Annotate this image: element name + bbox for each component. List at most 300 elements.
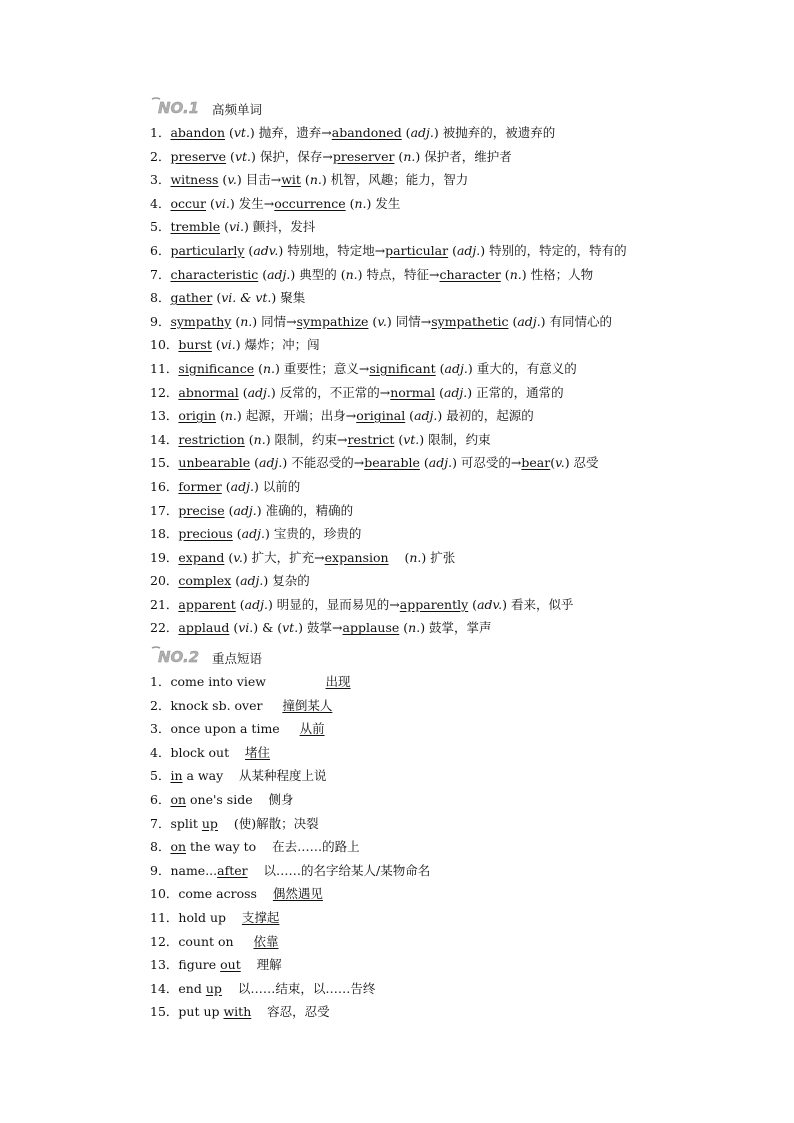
text-fragment: ) [270, 384, 280, 400]
spacer [280, 721, 300, 736]
meaning-text: 被抛弃的，被遗弃的 [442, 125, 556, 140]
text-fragment: ( [340, 266, 346, 282]
meaning-text: 扩张 [430, 549, 456, 565]
meaning-text: 保护者，维护者 [424, 148, 512, 164]
underlined-term: applaud [178, 620, 230, 636]
meaning-text: 鼓掌→ [307, 620, 343, 636]
part-of-speech: adj. [517, 313, 541, 329]
meaning-text: 抛弃，遗弃→ [258, 125, 332, 140]
text-fragment: ) [386, 313, 396, 329]
text-fragment: ) [253, 478, 263, 494]
part-of-speech: adj. [240, 573, 264, 589]
text-fragment: figure [178, 957, 221, 973]
text-fragment: ( [345, 195, 355, 211]
part-of-speech: adv. [477, 596, 503, 612]
text-fragment: the way to [186, 839, 257, 855]
text-fragment: ) [252, 313, 262, 329]
text-fragment: ) [433, 125, 443, 140]
underlined-term: 支撑起 [241, 909, 280, 925]
underlined-term: sympathetic [431, 313, 509, 329]
list-item [150, 953, 430, 977]
part-of-speech: n. [408, 620, 421, 636]
spacer [229, 745, 245, 760]
item-number: 3． [150, 721, 171, 737]
meaning-text: 准确的，精确的 [265, 502, 354, 518]
part-of-speech: vi. [238, 620, 254, 636]
spacer [241, 957, 257, 972]
meaning-text: 鼓掌，掌声 [429, 620, 492, 636]
list-item [150, 930, 430, 954]
meaning-text: 侧身 [268, 791, 294, 807]
text-fragment: ( [508, 313, 518, 329]
item-number: 5． [150, 219, 171, 235]
underlined-term: particular [385, 242, 449, 258]
text-fragment: ) [229, 195, 239, 211]
list-item [150, 859, 430, 883]
meaning-text: 从某种程度上说 [239, 768, 327, 784]
meaning-text: 最初的，起源的 [446, 408, 534, 424]
meaning-text: 性格；人物 [530, 266, 594, 282]
text-fragment: ) [540, 313, 550, 329]
underlined-term: witness [170, 172, 219, 188]
part-of-speech: n. [509, 266, 522, 282]
underlined-term: abnormal [178, 384, 239, 400]
part-of-speech: n. [309, 172, 322, 188]
text-fragment: ( [399, 620, 409, 636]
text-fragment: ( [211, 337, 221, 353]
underlined-term: up [201, 815, 218, 831]
text-fragment: ) [244, 219, 253, 235]
list-item [150, 333, 627, 357]
underlined-term: origin [178, 408, 216, 424]
underlined-term: applause [342, 620, 400, 636]
meaning-text: 宝贵的，珍贵的 [273, 526, 362, 542]
item-number: 22． [150, 620, 179, 636]
item-number: 13． [150, 408, 179, 424]
meaning-text: 重大的，有意义的 [476, 360, 577, 376]
list-item [150, 546, 627, 570]
text-fragment: ( [419, 455, 429, 471]
meaning-text: (使)解散；决裂 [233, 815, 319, 831]
underlined-term: after [217, 862, 248, 878]
list-item [150, 357, 627, 381]
underlined-term: 撞倒某人 [282, 697, 333, 713]
meaning-text: 特点，特征→ [366, 266, 440, 282]
list-item [150, 145, 627, 169]
underlined-term: apparent [178, 596, 236, 612]
part-of-speech: v. [227, 172, 237, 188]
text-fragment: ( [500, 266, 510, 282]
part-of-speech: vi. [220, 337, 236, 353]
text-fragment: ) [235, 337, 245, 353]
spacer [226, 910, 242, 925]
meaning-text: 机智，风趣；能力，智力 [330, 172, 469, 188]
text-fragment: ) [256, 502, 266, 518]
key-phrases-section [150, 644, 430, 1024]
underlined-term: 出现 [325, 674, 351, 689]
text-fragment: ) [264, 526, 274, 542]
text-fragment: ( [231, 313, 241, 329]
spacer [251, 1004, 267, 1019]
underlined-term: restrict [347, 431, 395, 447]
item-number: 14． [150, 980, 179, 996]
part-of-speech: vt. [282, 620, 299, 636]
text-fragment: ) [564, 455, 574, 471]
list-item [150, 451, 627, 475]
spacer [256, 839, 272, 854]
part-of-speech: vt. [234, 148, 251, 164]
meaning-text: 限制，约束→ [274, 431, 348, 447]
underlined-term: expand [178, 549, 225, 565]
text-fragment: ( [448, 242, 457, 258]
part-of-speech: n. [253, 431, 266, 447]
list-item [150, 694, 430, 718]
part-of-speech: vi. [214, 195, 230, 211]
text-fragment: ( [550, 455, 556, 471]
underlined-term: 依靠 [253, 933, 279, 949]
text-fragment: ( [220, 219, 229, 235]
text-fragment: come into view [170, 674, 266, 689]
list-item [150, 741, 430, 765]
section-heading [150, 644, 430, 668]
meaning-text: 扩大，扩充→ [251, 549, 325, 565]
text-fragment: ) [271, 290, 281, 306]
meaning-text: 复杂的 [272, 573, 310, 589]
text-fragment: one's side [186, 791, 253, 807]
underlined-term: preserver [332, 148, 395, 164]
underlined-term: occurrence [274, 195, 346, 211]
text-fragment: ) [480, 242, 490, 258]
item-number: 16． [150, 478, 179, 494]
section-heading [150, 95, 627, 119]
text-fragment: ( [244, 431, 254, 447]
part-of-speech: vi. [228, 219, 245, 235]
text-fragment: count on [178, 933, 234, 949]
part-of-speech: adj. [444, 360, 468, 376]
list-item [150, 764, 430, 788]
part-of-speech: n. [224, 408, 237, 424]
meaning-text: 有同情心的 [549, 313, 613, 329]
underlined-term: preserve [170, 148, 227, 164]
meaning-text: 保护，保存→ [259, 148, 333, 164]
text-fragment: ( [231, 573, 241, 589]
text-fragment: ( [218, 172, 228, 188]
underlined-term: original [356, 408, 406, 424]
item-number: 9． [150, 313, 171, 329]
meaning-text: 不能忍受的→ [291, 455, 365, 471]
part-of-speech: adj. [456, 242, 481, 258]
list-item [150, 593, 627, 617]
underlined-term: significant [369, 360, 436, 376]
part-of-speech: v. [555, 455, 565, 471]
underlined-term: 从前 [299, 721, 325, 737]
text-fragment: ) [437, 408, 447, 424]
part-of-speech: vi. & vt. [221, 290, 272, 306]
text-fragment: ( [300, 172, 310, 188]
list-item [150, 121, 627, 145]
item-number: 1． [150, 125, 171, 140]
item-number: 20． [150, 573, 179, 589]
text-fragment: ( [388, 549, 410, 565]
part-of-speech: adj. [410, 125, 434, 140]
text-fragment: ) [275, 360, 284, 376]
text-fragment: ( [435, 384, 444, 400]
text-fragment: once upon a time [170, 721, 280, 737]
text-fragment: ( [244, 242, 254, 258]
text-fragment: ( [405, 408, 415, 424]
item-number: 14． [150, 431, 179, 447]
text-fragment: ( [368, 313, 378, 329]
text-fragment: split [170, 815, 202, 831]
item-number: 9． [150, 862, 171, 878]
meaning-text: 特别的，特定的，特有的 [489, 242, 627, 258]
part-of-speech: adj. [259, 455, 283, 471]
item-number: 15． [150, 1004, 179, 1020]
meaning-text: 忍受 [573, 455, 599, 471]
text-fragment: come across [178, 886, 257, 902]
list-item [150, 812, 430, 836]
meaning-text: 典型的 [299, 266, 341, 282]
text-fragment: ) [263, 573, 273, 589]
underlined-term: abandoned [331, 125, 402, 140]
item-number: 4． [150, 744, 171, 760]
text-fragment: ) [415, 148, 425, 164]
item-number: 7． [150, 266, 171, 282]
meaning-text: 特别地，特定地→ [287, 242, 386, 258]
item-number: 11． [150, 360, 179, 376]
meaning-text: 可忍受的→ [460, 455, 522, 471]
meaning-text: 爆炸；冲；闯 [244, 337, 320, 353]
list-item [150, 404, 627, 428]
part-of-speech: adj. [244, 596, 268, 612]
meaning-text: 颤抖，发抖 [252, 219, 316, 235]
section-badge-text: NO.1 [158, 99, 200, 117]
part-of-speech: n. [262, 360, 275, 376]
meaning-text: 同情→ [395, 313, 432, 329]
underlined-term: expansion [324, 549, 389, 565]
underlined-term: sympathy [170, 313, 232, 329]
meaning-text: 正常的，通常的 [476, 384, 564, 400]
part-of-speech: n. [345, 266, 358, 282]
text-fragment: ) & ( [253, 620, 283, 636]
part-of-speech: adj. [267, 266, 291, 282]
text-fragment: put up [178, 1004, 224, 1020]
text-fragment: ) [290, 266, 300, 282]
underlined-term: out [220, 957, 241, 973]
underlined-term: gather [170, 290, 213, 306]
list-item [150, 1000, 430, 1024]
section-badge-text: NO.2 [158, 648, 200, 666]
text-fragment: ) [282, 455, 292, 471]
text-fragment: ( [394, 431, 404, 447]
meaning-text: 理解 [256, 957, 282, 973]
text-fragment: knock sb. over [170, 697, 263, 713]
underlined-term: significance [178, 360, 255, 376]
underlined-term: restriction [178, 431, 245, 447]
underlined-term: sympathize [296, 313, 369, 329]
text-fragment: ) [452, 455, 461, 471]
section-title: 重点短语 [212, 651, 263, 666]
list-item [150, 215, 627, 239]
list-item [150, 239, 627, 263]
item-number: 18． [150, 526, 179, 542]
list-item [150, 263, 627, 287]
underlined-term: tremble [170, 219, 221, 235]
text-fragment: ( [206, 195, 215, 211]
meaning-text: 在去……的路上 [272, 839, 360, 855]
spacer [266, 674, 326, 689]
part-of-speech: adj. [233, 502, 257, 518]
underlined-term: bearable [364, 455, 420, 471]
list-item [150, 788, 430, 812]
text-fragment: ( [229, 620, 239, 636]
list-item [150, 906, 430, 930]
underlined-term: with [223, 1004, 252, 1020]
list-item [150, 977, 430, 1001]
part-of-speech: v. [377, 313, 387, 329]
item-number: 2． [150, 148, 171, 164]
section-title: 高频单词 [212, 102, 263, 117]
spacer [234, 934, 254, 949]
underlined-term: occur [170, 195, 207, 211]
text-fragment: hold up [178, 909, 227, 925]
list-item [150, 286, 627, 310]
underlined-term: up [205, 980, 222, 996]
meaning-text: 看来，似乎 [510, 596, 574, 612]
part-of-speech: v. [233, 549, 243, 565]
item-number: 7． [150, 815, 171, 831]
list-item [150, 310, 627, 334]
part-of-speech: adv. [253, 242, 279, 258]
item-number: 8． [150, 839, 171, 855]
list-item [150, 192, 627, 216]
text-fragment: ( [226, 148, 235, 164]
spacer [223, 768, 239, 783]
text-fragment: ( [225, 125, 234, 140]
spacer [222, 981, 238, 996]
item-number: 15． [150, 455, 179, 471]
text-fragment: ( [238, 384, 248, 400]
text-fragment: ( [221, 478, 231, 494]
item-number: 4． [150, 195, 171, 211]
item-number: 17． [150, 502, 179, 518]
text-fragment: ) [467, 384, 477, 400]
underlined-term: bear [521, 455, 551, 471]
meaning-text: 以……结束，以……告终 [237, 980, 376, 996]
spacer [262, 698, 282, 713]
meaning-text: 重要性；意义→ [283, 360, 370, 376]
underlined-term: normal [390, 384, 436, 400]
meaning-text: 起源，开端；出身→ [245, 408, 357, 424]
item-number: 11． [150, 909, 179, 925]
item-number: 12． [150, 933, 179, 949]
list-item [150, 835, 430, 859]
part-of-speech: adj. [247, 384, 271, 400]
high-frequency-words-section [150, 95, 627, 640]
underlined-term: character [439, 266, 501, 282]
underlined-term: on [170, 839, 187, 855]
meaning-text: 发生→ [238, 195, 275, 211]
meaning-text: 以前的 [262, 478, 301, 494]
text-fragment: ( [212, 290, 222, 306]
part-of-speech: adj. [443, 384, 468, 400]
part-of-speech: n. [403, 148, 416, 164]
text-fragment: a way [182, 768, 224, 784]
meaning-text: 以……的名字给某人/某物命名 [263, 862, 431, 878]
text-fragment: ( [254, 360, 263, 376]
part-of-speech: vt. [403, 431, 420, 447]
list-item [150, 168, 627, 192]
part-of-speech: n. [240, 313, 253, 329]
meaning-text: 明显的，显而易见的→ [276, 596, 400, 612]
text-fragment: block out [170, 744, 230, 760]
text-fragment: ) [502, 596, 511, 612]
meaning-text: 目击→ [245, 172, 282, 188]
item-number: 19． [150, 549, 179, 565]
text-fragment: end [178, 980, 206, 996]
text-fragment: ) [357, 266, 367, 282]
item-number: 6． [150, 242, 171, 258]
text-fragment: ) [251, 148, 260, 164]
text-fragment: ( [250, 455, 260, 471]
text-fragment: ( [258, 266, 268, 282]
underlined-term: unbearable [178, 455, 251, 471]
part-of-speech: vt. [233, 125, 250, 140]
underlined-term: on [170, 791, 187, 807]
underlined-term: in [170, 768, 183, 784]
part-of-speech: adj. [230, 478, 254, 494]
text-fragment: ) [321, 172, 331, 188]
text-fragment: ( [215, 408, 225, 424]
meaning-text: 发生 [375, 195, 401, 211]
spacer [218, 816, 234, 831]
item-number: 3． [150, 172, 171, 188]
underlined-term: burst [178, 337, 212, 353]
item-number: 10． [150, 886, 179, 902]
text-fragment: name... [170, 862, 218, 878]
underlined-term: particularly [170, 242, 245, 258]
text-fragment: ) [278, 242, 288, 258]
list-item [150, 717, 430, 741]
list-item [150, 499, 627, 523]
spacer [248, 863, 264, 878]
part-of-speech: adj. [414, 408, 438, 424]
item-number: 10． [150, 337, 179, 353]
underlined-term: precious [178, 526, 233, 542]
text-fragment: ( [232, 526, 242, 542]
underlined-term: characteristic [170, 266, 259, 282]
list-item [150, 670, 430, 694]
underlined-term: 堵住 [245, 744, 271, 760]
text-fragment: ) [242, 549, 252, 565]
text-fragment: ( [224, 549, 234, 565]
list-item [150, 475, 627, 499]
text-fragment: ) [419, 431, 429, 447]
underlined-term: precise [178, 502, 225, 518]
item-number: 5． [150, 768, 171, 784]
text-fragment: ) [521, 266, 531, 282]
underlined-term: wit [281, 172, 301, 188]
text-fragment: ) [267, 596, 277, 612]
text-fragment: ( [468, 596, 478, 612]
meaning-text: 限制，约束 [428, 431, 491, 447]
underlined-term: 偶然遇见 [272, 886, 323, 902]
list-item [150, 616, 627, 640]
spacer [257, 886, 273, 901]
text-fragment: ) [265, 431, 275, 447]
text-fragment: ) [421, 549, 431, 565]
text-fragment: ) [420, 620, 430, 636]
